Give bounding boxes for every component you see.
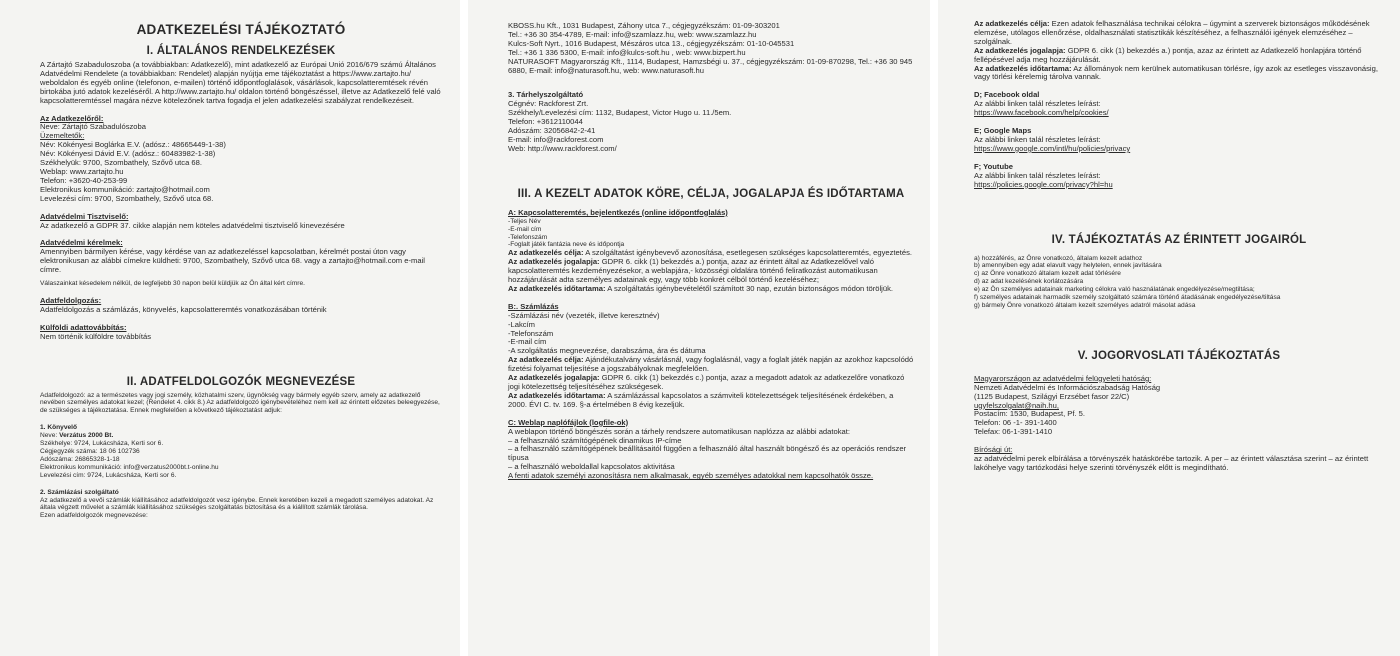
section-b-item: -Telefonszám bbox=[508, 328, 554, 338]
hosting-tax: Adószám: 32056842-2-41 bbox=[508, 126, 596, 136]
logfile-duration bbox=[974, 65, 1384, 83]
value: Ajándékutalvány vásárlásnál, vagy foglalásnál, vagy a foglalt játék napján az azokhoz kapcsolódó fizetési folyamat teljesítése a jogszabályoknak megfelelően. bbox=[508, 355, 914, 374]
operator-1: Név: Kökényesi Boglárka E.V. (adósz.: 48665449-1-38) bbox=[40, 140, 226, 150]
bookkeeper-tax: Adószáma: 26865328-1-18 bbox=[40, 455, 120, 463]
requests-heading: Adatvédelmi kérelmek: bbox=[40, 238, 123, 248]
section-1-title: I. ÁLTALÁNOS RENDELKEZÉSEK bbox=[146, 45, 336, 57]
rights-item: e) az Ön személyes adatainak marketing célokra való használatának engedélyezése/megtiltása; bbox=[974, 286, 1255, 294]
section-a-item: -Telefonszám bbox=[508, 233, 548, 241]
google-maps-link[interactable]: https://www.google.com/intl/hu/policies/privacy bbox=[974, 143, 1131, 153]
court-text: az adatvédelmi perek elbírálása a törvényszék hatáskörébe tartozik. A per – az érintett választása szerint – az érintett lakóhelye vagy tartózkodási helye szerinti törvényszék előtt is megindítható. bbox=[974, 454, 1369, 472]
processor-kboss-contact: Tel.: +36 30 354-4789, E-mail: info@szamlazz.hu, web: www.szamlazz.hu bbox=[508, 29, 757, 39]
authority-line: Telefax: 06-1-391-1410 bbox=[974, 427, 1053, 437]
section-c-heading: C: Weblap naplófájlok (logfile-ok) bbox=[508, 417, 629, 427]
bookkeeper-name-label: Neve: bbox=[40, 432, 60, 440]
section-c-item: – a felhasználó számítógépének dinamikus IP-címe bbox=[508, 435, 682, 445]
facebook-link[interactable]: https://www.facebook.com/help/cookies/ bbox=[974, 108, 1109, 118]
section-c-item: – a felhasználó számítógépének beállításaitól függően a felhasználó által használt böngésző és az operációs rendszer típusa bbox=[508, 444, 907, 463]
section-a-duration bbox=[508, 285, 914, 294]
section-a-heading: A: Kapcsolatteremtés, bejelentkezés (online időpontfoglalás) bbox=[508, 207, 728, 217]
label: Az adatkezelés célja: bbox=[508, 248, 584, 258]
section-b-legal bbox=[508, 374, 914, 392]
bookkeeper-seat: Székhelye: 9724, Lukácsháza, Kerti sor 6. bbox=[40, 440, 164, 448]
operator-seat: Székhelyük: 9700, Szombathely, Szővő utca 68. bbox=[40, 158, 202, 168]
section-b-heading: B:. Számlázás bbox=[508, 301, 559, 311]
rights-item: a) hozzáférés, az Önre vonatkozó, általam kezelt adathoz bbox=[974, 254, 1143, 262]
section-2-intro: Adatfeldolgozó: az a természetes vagy jogi személy, közhatalmi szerv, ügynökség vagy bármely egyéb szerv, amely az adatkezelő nevében személyes adatokat kezel; (Rendelet 4. cikk 8.) Az adatfeldolgozó igénybevételéhez nem kell az érintett előzetes beleegyezése, de szükséges a tájékoztatása. Ennek megfelelően a következő tájékoztatást adjuk: bbox=[40, 391, 440, 415]
section-b-purpose bbox=[508, 356, 914, 374]
label: Az adatkezelés időtartama: bbox=[508, 283, 606, 293]
processor-kulcs: Kulcs-Soft Nyrt., 1016 Budapest, Mészáros utca 13., cégjegyzékszám: 01-10-045531 bbox=[508, 38, 795, 48]
invoicing-text: Az adatkezelő a vevői számlák kiállításához adatfeldolgozót vesz igénybe. Ennek keretében kezeli a megadott személyes adatokat. Az általa végzett művelet a számlák kiállításához szükséges szolgáltatás biztosítása és a kiállított számlák tárolása. bbox=[40, 496, 434, 512]
processing-text: Adatfeldolgozás a számlázás, könyvelés, kapcsolatteremtés vonatkozásában történik bbox=[40, 304, 327, 314]
section-b-item: -A szolgáltatás megnevezése, darabszáma, ára és dátuma bbox=[508, 346, 706, 356]
section-b-duration bbox=[508, 392, 914, 410]
rights-item: f) személyes adatainak harmadik személy szolgáltató számára történő átadásának engedélyezése/tiltása bbox=[974, 294, 1281, 302]
operator-mail: Levelezési cím: 9700, Szombathely, Szővő utca 68. bbox=[40, 193, 214, 203]
facebook-text: Az alábbi linken talál részletes leírást: bbox=[974, 99, 1101, 109]
value: Ezen adatok felhasználása technikai célokra – úgymint a szerverek biztonságos működésének elemzése, utólagos ellenőrzése, oldalhasználati statisztikák készítéséhez, a felhasználói igények elemzéséhez – szolgálnak. bbox=[974, 19, 1370, 46]
authority-line: Nemzeti Adatvédelmi és Információszabadság Hatóság bbox=[974, 382, 1161, 392]
operators-heading: Üzemeltetők: bbox=[40, 131, 85, 141]
value: A számlázással kapcsolatos a számviteli kötelezettségek teljesítésének érdekében, a 2000. ÉVI C. tv. 169. §-a értelmében 8 évig kezeljük. bbox=[508, 390, 894, 409]
bookkeeper-name bbox=[40, 432, 442, 440]
hosting-seat: Székhely/Levelezési cím: 1132, Budapest, Victor Hugo u. 11./5em. bbox=[508, 108, 732, 118]
authority-line: (1125 Budapest, Szilágyi Erzsébet fasor 22/C) bbox=[974, 391, 1130, 401]
value: Az állományok nem kerülnek automatikusan törlésre, így azok az esetleges visszavonásig, vagy törlési kérelemig tárolva vannak. bbox=[974, 63, 1378, 82]
section-3-title: III. A KEZELT ADATOK KÖRE, CÉLJA, JOGALAPJA ÉS IDŐTARTAMA bbox=[517, 187, 905, 200]
value: GDPR 6. cikk (1) bekezdés a.) pontja, azaz az érintett által az Adatkezelővel való kapcsolatteremtés kezdeményezésekor, a weblapjára,- közösségi oldalára történő feliratkozást automatikusan hozzájárulását adta személyes adatainak egy, vagy több konkrét célból történő kezeléséhez; bbox=[508, 257, 878, 285]
invoicing-heading: 2. Számlázási szolgáltató bbox=[40, 488, 119, 496]
hosting-phone: Telefon: +3612110044 bbox=[508, 117, 583, 127]
label: Az adatkezelés időtartama: bbox=[508, 390, 606, 400]
bookkeeper-name-value: Verzátus 2000 Bt. bbox=[59, 432, 114, 440]
logfile-purpose bbox=[974, 20, 1384, 47]
rights-item: b) amennyiben egy adat elavult vagy helytelen, ennek javítására bbox=[974, 262, 1162, 270]
google-maps-text: Az alábbi linken talál részletes leírást: bbox=[974, 134, 1101, 144]
section-4-title: IV. TÁJÉKOZTATÁS AZ ÉRINTETT JOGAIRÓL bbox=[1051, 233, 1307, 246]
authority-line: Postacím: 1530, Budapest, Pf. 5. bbox=[974, 409, 1086, 419]
bookkeeper-email: Elektronikus kommunikáció: info@verzatus2000bt.t-online.hu bbox=[40, 463, 219, 471]
rights-item: d) az adat kezelésének korlátozására bbox=[974, 278, 1084, 286]
reply-note: Válaszainkat késedelem nélkül, de legfeljebb 30 napon belül küldjük az Ön által kért címre. bbox=[40, 280, 306, 288]
section-c-text: A weblapon történő böngészés során a tárhely rendszere automatikusan naplózza az alábbi adatokat: bbox=[508, 426, 850, 436]
hosting-name: Cégnév: Rackforest Zrt. bbox=[508, 99, 589, 109]
section-a-item: -Foglalt játék fantázia neve és időpontja bbox=[508, 241, 625, 249]
authority-heading: Magyarországon az adatvédelmi felügyeleti hatóság: bbox=[974, 373, 1152, 383]
requests-text: Amennyiben bármilyen kérése, vagy kérdése van az adatkezeléssel kapcsolatban, kérelmét postai úton vagy elektronikusan az alábbi címekre küldheti: 9700, Szombathely, Szővő utca 68. vagy a zartajto@hotmail.com e-mail címre. bbox=[40, 247, 425, 275]
section-b-item: -Lakcím bbox=[508, 319, 536, 329]
youtube-text: Az alábbi linken talál részletes leírást: bbox=[974, 170, 1101, 180]
operator-2: Név: Kökényesi Dávid E.V. (adósz.: 60483982-1-38) bbox=[40, 149, 216, 159]
processor-kboss: KBOSS.hu Kft., 1031 Budapest, Záhony utca 7., cégjegyzékszám: 01-09-303201 bbox=[508, 21, 780, 30]
google-maps-heading: E; Google Maps bbox=[974, 126, 1032, 136]
hosting-web: Web: http://www.rackforest.com/ bbox=[508, 143, 617, 153]
intro-paragraph: A Zártajtó Szabaduloszoba (a továbbiakban: Adatkezelő), mint adatkezelő az Európai Unió 2016/679 számú Általános Adatvédelmi Rendelete (a továbbiakban: Rendelet) alapján nyújtja eme tájékoztatást a https://www.zartajto.hu/ weboldalon és egyéb online (telefonon, e-mailen) történő időpontfoglalások, vásárlások, kapcsolatteremtések révén birtokába jutó adatok kezeléséről. A http://www.zartajto.hu/ oldalon történő böngészéssel, illetve az Adatkezelő felé való kapcsolatteremtéssel magára nézve kötelezőnek tartva fogadja el jelen adatkezelési szabályzat rendelkezéseit. bbox=[40, 60, 441, 105]
hosting-heading: 3. Tárhelyszolgáltató bbox=[508, 90, 584, 100]
section-a-legal bbox=[508, 258, 914, 285]
authority-email[interactable]: ugyfelszolgalat@naih.hu, bbox=[974, 400, 1059, 410]
document-title: ADATKEZELÉSI TÁJÉKOZTATÓ bbox=[136, 22, 346, 37]
section-c-note: A fenti adatok személyi azonosításra nem alkalmasak, egyéb személyes adatokkal nem kapcsolhatók össze. bbox=[508, 471, 874, 481]
operator-web: Weblap: www.zartajto.hu bbox=[40, 166, 124, 176]
hosting-email: E-mail: info@rackforest.com bbox=[508, 134, 604, 144]
section-c-item: – a felhasználó weboldallal kapcsolatos aktivitása bbox=[508, 462, 675, 472]
section-b-item: -Számlázási név (vezeték, illetve keresztnév) bbox=[508, 310, 660, 320]
label: Az adatkezelés célja: bbox=[974, 19, 1050, 28]
logfile-legal bbox=[974, 47, 1384, 65]
label: Az adatkezelés jogalapja: bbox=[508, 257, 600, 267]
court-heading: Bírósági út: bbox=[974, 445, 1013, 455]
controller-name: Neve: Zártajtó Szabadulószoba bbox=[40, 122, 146, 132]
section-2-title: II. ADATFELDOLGOZÓK MEGNEVEZÉSE bbox=[126, 375, 356, 388]
transfer-heading: Külföldi adattovábbítás: bbox=[40, 322, 127, 332]
invoicing-list-label: Ezen adatfeldolgozók megnevezése: bbox=[40, 512, 148, 520]
operator-email: Elektronikus kommunikáció: zartajto@hotmail.com bbox=[40, 184, 210, 194]
value: A szolgáltatás igénybevételétől számított 30 nap, ezután biztonságos módon töröljük. bbox=[605, 283, 893, 293]
section-b-item: -E-mail cím bbox=[508, 337, 547, 347]
youtube-heading: F; Youtube bbox=[974, 161, 1013, 171]
document-page-2 bbox=[468, 0, 930, 656]
document-page-3 bbox=[938, 0, 1400, 656]
bookkeeper-registry: Cégjegyzék száma: 18 06 102736 bbox=[40, 448, 140, 455]
section-a-item: -E-mail cím bbox=[508, 225, 542, 233]
dpo-text: Az adatkezelő a GDPR 37. cikke alapján nem köteles adatvédelmi tisztviselő kinevezésére bbox=[40, 220, 345, 230]
bookkeeper-mail: Levelezési cím: 9724, Lukácsháza, Kerti sor 6. bbox=[40, 471, 177, 479]
bookkeeper-heading: 1. Könyvelő bbox=[40, 424, 78, 432]
value: A szolgáltatást igénybevevő azonosítása, esetlegesen szükséges kapcsolatteremtés, egyeztetés. bbox=[583, 248, 912, 258]
section-5-title: V. JOGORVOSLATI TÁJÉKOZTATÁS bbox=[1077, 349, 1281, 362]
processing-heading: Adatfeldolgozás: bbox=[40, 295, 102, 305]
processor-naturasoft: NATURASOFT Magyarország Kft., 1114, Budapest, Hamzsbégi u. 37., cégjegyzékszám: 01-09-870298, Tel.: +36 30 945 6880, E-mail: info@naturasoft.hu, web: www.naturasoft.hu bbox=[508, 56, 913, 75]
rights-item: g) bármely Önre vonatkozó általam kezelt személyes adatról másolat adása bbox=[974, 301, 1196, 309]
document-page-1 bbox=[0, 0, 460, 656]
authority-line: Telefon: 06 -1- 391-1400 bbox=[974, 418, 1057, 428]
label: Az adatkezelés jogalapja: bbox=[508, 373, 600, 383]
processor-kulcs-contact: Tel.: +36 1 336 5300, E-mail: info@kulcs-soft.hu , web: www.bizpert.hu bbox=[508, 47, 746, 57]
rights-item: c) az Önre vonatkozó általam kezelt adat törlésére bbox=[974, 270, 1121, 278]
facebook-heading: D; Facebook oldal bbox=[974, 90, 1040, 100]
value: GDPR 6. cikk (1) bekezdés c.) pontja, azaz a megadott adatok az adatkezelőre vonatkozó jogi kötelezettség teljesítéséhez szükségesek. bbox=[508, 373, 905, 391]
operator-phone: Telefon: +3620-40-253-99 bbox=[40, 175, 128, 185]
label: Az adatkezelés jogalapja: bbox=[974, 45, 1066, 55]
dpo-heading: Adatvédelmi Tisztviselő: bbox=[40, 211, 129, 221]
label: Az adatkezelés célja: bbox=[508, 355, 584, 365]
youtube-link[interactable]: https://policies.google.com/privacy?hl=hu bbox=[974, 179, 1113, 189]
transfer-text: Nem történik külföldre továbbítás bbox=[40, 331, 152, 341]
label: Az adatkezelés időtartama: bbox=[974, 63, 1072, 73]
value: GDPR 6. cikk (1) bekezdés a.) pontja, azaz az érintett az Adatkezelő honlapjára történő fellépésével adja meg hozzájárulását. bbox=[974, 45, 1362, 64]
section-a-item: -Teljes Név bbox=[508, 217, 541, 225]
controller-heading: Az Adatkezelőről: bbox=[40, 113, 104, 123]
